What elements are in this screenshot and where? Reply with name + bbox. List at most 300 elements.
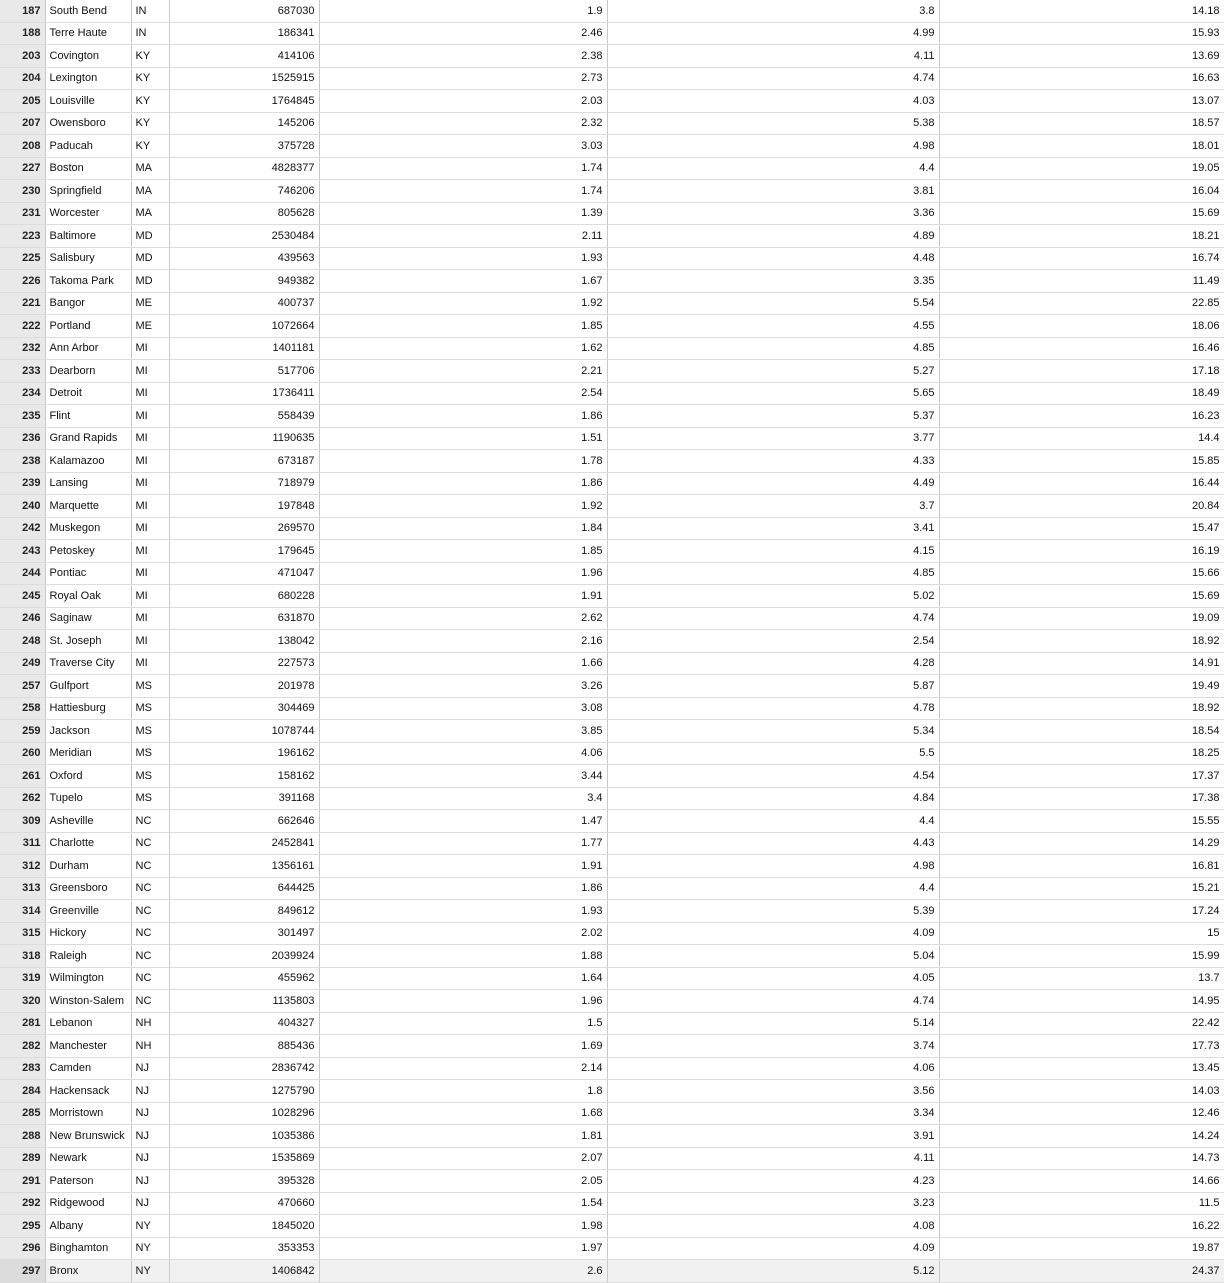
population-cell[interactable]: 718979 bbox=[169, 472, 319, 495]
value-cell-3[interactable]: 19.09 bbox=[939, 607, 1224, 630]
city-cell[interactable]: Morristown bbox=[45, 1102, 131, 1125]
state-cell[interactable]: KY bbox=[131, 135, 169, 158]
value-cell-3[interactable]: 16.74 bbox=[939, 247, 1224, 270]
value-cell-3[interactable]: 18.57 bbox=[939, 112, 1224, 135]
state-cell[interactable]: MD bbox=[131, 247, 169, 270]
state-cell[interactable]: IN bbox=[131, 22, 169, 45]
value-cell-3[interactable]: 18.92 bbox=[939, 630, 1224, 653]
row-number[interactable]: 207 bbox=[0, 112, 45, 135]
state-cell[interactable]: NJ bbox=[131, 1192, 169, 1215]
value-cell-1[interactable]: 1.8 bbox=[319, 1080, 607, 1103]
population-cell[interactable]: 885436 bbox=[169, 1035, 319, 1058]
value-cell-2[interactable]: 4.78 bbox=[607, 697, 939, 720]
value-cell-3[interactable]: 18.06 bbox=[939, 315, 1224, 338]
value-cell-1[interactable]: 1.81 bbox=[319, 1125, 607, 1148]
value-cell-1[interactable]: 1.85 bbox=[319, 540, 607, 563]
row-number[interactable]: 309 bbox=[0, 810, 45, 833]
state-cell[interactable]: MI bbox=[131, 405, 169, 428]
population-cell[interactable]: 4828377 bbox=[169, 157, 319, 180]
state-cell[interactable]: NC bbox=[131, 810, 169, 833]
population-cell[interactable]: 1275790 bbox=[169, 1080, 319, 1103]
city-cell[interactable]: Paterson bbox=[45, 1170, 131, 1193]
state-cell[interactable]: MI bbox=[131, 585, 169, 608]
city-cell[interactable]: Lansing bbox=[45, 472, 131, 495]
population-cell[interactable]: 849612 bbox=[169, 900, 319, 923]
row-number[interactable]: 257 bbox=[0, 675, 45, 698]
value-cell-3[interactable]: 14.29 bbox=[939, 832, 1224, 855]
value-cell-3[interactable]: 14.73 bbox=[939, 1147, 1224, 1170]
population-cell[interactable]: 375728 bbox=[169, 135, 319, 158]
city-cell[interactable]: Muskegon bbox=[45, 517, 131, 540]
city-cell[interactable]: Boston bbox=[45, 157, 131, 180]
value-cell-3[interactable]: 19.87 bbox=[939, 1237, 1224, 1260]
city-cell[interactable]: Ann Arbor bbox=[45, 337, 131, 360]
state-cell[interactable]: MA bbox=[131, 202, 169, 225]
value-cell-3[interactable]: 24.37 bbox=[939, 1260, 1224, 1283]
state-cell[interactable]: MI bbox=[131, 382, 169, 405]
value-cell-3[interactable]: 16.23 bbox=[939, 405, 1224, 428]
value-cell-1[interactable]: 1.86 bbox=[319, 405, 607, 428]
city-cell[interactable]: Binghamton bbox=[45, 1237, 131, 1260]
population-cell[interactable]: 680228 bbox=[169, 585, 319, 608]
value-cell-3[interactable]: 13.45 bbox=[939, 1057, 1224, 1080]
state-cell[interactable]: NY bbox=[131, 1237, 169, 1260]
state-cell[interactable]: NC bbox=[131, 832, 169, 855]
value-cell-3[interactable]: 15.85 bbox=[939, 450, 1224, 473]
state-cell[interactable]: NH bbox=[131, 1035, 169, 1058]
city-cell[interactable]: Springfield bbox=[45, 180, 131, 203]
value-cell-3[interactable]: 18.49 bbox=[939, 382, 1224, 405]
row-number[interactable]: 248 bbox=[0, 630, 45, 653]
row-number[interactable]: 204 bbox=[0, 67, 45, 90]
population-cell[interactable]: 558439 bbox=[169, 405, 319, 428]
value-cell-2[interactable]: 5.37 bbox=[607, 405, 939, 428]
value-cell-1[interactable]: 1.39 bbox=[319, 202, 607, 225]
city-cell[interactable]: Bangor bbox=[45, 292, 131, 315]
value-cell-1[interactable]: 1.5 bbox=[319, 1012, 607, 1035]
population-cell[interactable]: 227573 bbox=[169, 652, 319, 675]
state-cell[interactable]: NY bbox=[131, 1260, 169, 1283]
population-cell[interactable]: 186341 bbox=[169, 22, 319, 45]
state-cell[interactable]: NC bbox=[131, 855, 169, 878]
value-cell-2[interactable]: 3.23 bbox=[607, 1192, 939, 1215]
value-cell-2[interactable]: 4.85 bbox=[607, 337, 939, 360]
state-cell[interactable]: MS bbox=[131, 742, 169, 765]
row-number[interactable]: 236 bbox=[0, 427, 45, 450]
row-number[interactable]: 244 bbox=[0, 562, 45, 585]
population-cell[interactable]: 158162 bbox=[169, 765, 319, 788]
value-cell-1[interactable]: 2.38 bbox=[319, 45, 607, 68]
row-number[interactable]: 187 bbox=[0, 0, 45, 22]
value-cell-3[interactable]: 12.46 bbox=[939, 1102, 1224, 1125]
city-cell[interactable]: Asheville bbox=[45, 810, 131, 833]
value-cell-2[interactable]: 5.65 bbox=[607, 382, 939, 405]
value-cell-1[interactable]: 2.32 bbox=[319, 112, 607, 135]
value-cell-1[interactable]: 1.74 bbox=[319, 157, 607, 180]
city-cell[interactable]: Covington bbox=[45, 45, 131, 68]
row-number[interactable]: 222 bbox=[0, 315, 45, 338]
value-cell-2[interactable]: 4.06 bbox=[607, 1057, 939, 1080]
value-cell-2[interactable]: 5.27 bbox=[607, 360, 939, 383]
state-cell[interactable]: MA bbox=[131, 157, 169, 180]
city-cell[interactable]: Dearborn bbox=[45, 360, 131, 383]
value-cell-3[interactable]: 17.24 bbox=[939, 900, 1224, 923]
city-cell[interactable]: Kalamazoo bbox=[45, 450, 131, 473]
row-number[interactable]: 240 bbox=[0, 495, 45, 518]
state-cell[interactable]: NC bbox=[131, 945, 169, 968]
value-cell-3[interactable]: 17.38 bbox=[939, 787, 1224, 810]
state-cell[interactable]: MI bbox=[131, 562, 169, 585]
value-cell-2[interactable]: 4.4 bbox=[607, 877, 939, 900]
population-cell[interactable]: 301497 bbox=[169, 922, 319, 945]
value-cell-1[interactable]: 3.26 bbox=[319, 675, 607, 698]
population-cell[interactable]: 439563 bbox=[169, 247, 319, 270]
row-number[interactable]: 205 bbox=[0, 90, 45, 113]
city-cell[interactable]: Winston-Salem bbox=[45, 990, 131, 1013]
value-cell-3[interactable]: 15.69 bbox=[939, 585, 1224, 608]
population-cell[interactable]: 631870 bbox=[169, 607, 319, 630]
row-number[interactable]: 234 bbox=[0, 382, 45, 405]
value-cell-1[interactable]: 1.51 bbox=[319, 427, 607, 450]
value-cell-3[interactable]: 16.44 bbox=[939, 472, 1224, 495]
city-cell[interactable]: Ridgewood bbox=[45, 1192, 131, 1215]
value-cell-1[interactable]: 1.91 bbox=[319, 585, 607, 608]
value-cell-2[interactable]: 4.11 bbox=[607, 45, 939, 68]
value-cell-1[interactable]: 3.4 bbox=[319, 787, 607, 810]
value-cell-3[interactable]: 11.5 bbox=[939, 1192, 1224, 1215]
state-cell[interactable]: IN bbox=[131, 0, 169, 22]
population-cell[interactable]: 179645 bbox=[169, 540, 319, 563]
value-cell-2[interactable]: 3.35 bbox=[607, 270, 939, 293]
value-cell-3[interactable]: 17.37 bbox=[939, 765, 1224, 788]
value-cell-2[interactable]: 4.23 bbox=[607, 1170, 939, 1193]
value-cell-2[interactable]: 5.87 bbox=[607, 675, 939, 698]
city-cell[interactable]: Baltimore bbox=[45, 225, 131, 248]
population-cell[interactable]: 404327 bbox=[169, 1012, 319, 1035]
state-cell[interactable]: NH bbox=[131, 1012, 169, 1035]
city-cell[interactable]: Hackensack bbox=[45, 1080, 131, 1103]
row-number[interactable]: 235 bbox=[0, 405, 45, 428]
value-cell-2[interactable]: 5.5 bbox=[607, 742, 939, 765]
value-cell-1[interactable]: 3.85 bbox=[319, 720, 607, 743]
state-cell[interactable]: NJ bbox=[131, 1080, 169, 1103]
value-cell-2[interactable]: 5.02 bbox=[607, 585, 939, 608]
state-cell[interactable]: NC bbox=[131, 990, 169, 1013]
row-number[interactable]: 258 bbox=[0, 697, 45, 720]
value-cell-1[interactable]: 3.44 bbox=[319, 765, 607, 788]
state-cell[interactable]: NC bbox=[131, 967, 169, 990]
state-cell[interactable]: NY bbox=[131, 1215, 169, 1238]
population-cell[interactable]: 673187 bbox=[169, 450, 319, 473]
value-cell-2[interactable]: 5.12 bbox=[607, 1260, 939, 1283]
row-number[interactable]: 233 bbox=[0, 360, 45, 383]
value-cell-1[interactable]: 1.92 bbox=[319, 495, 607, 518]
value-cell-3[interactable]: 17.73 bbox=[939, 1035, 1224, 1058]
city-cell[interactable]: Grand Rapids bbox=[45, 427, 131, 450]
value-cell-1[interactable]: 1.66 bbox=[319, 652, 607, 675]
value-cell-1[interactable]: 1.86 bbox=[319, 472, 607, 495]
population-cell[interactable]: 517706 bbox=[169, 360, 319, 383]
value-cell-2[interactable]: 4.55 bbox=[607, 315, 939, 338]
row-number[interactable]: 297 bbox=[0, 1260, 45, 1283]
value-cell-2[interactable]: 4.74 bbox=[607, 990, 939, 1013]
value-cell-1[interactable]: 1.86 bbox=[319, 877, 607, 900]
city-cell[interactable]: Camden bbox=[45, 1057, 131, 1080]
value-cell-1[interactable]: 2.21 bbox=[319, 360, 607, 383]
city-cell[interactable]: Jackson bbox=[45, 720, 131, 743]
row-number[interactable]: 242 bbox=[0, 517, 45, 540]
value-cell-2[interactable]: 4.49 bbox=[607, 472, 939, 495]
row-number[interactable]: 318 bbox=[0, 945, 45, 968]
value-cell-1[interactable]: 2.07 bbox=[319, 1147, 607, 1170]
value-cell-1[interactable]: 2.16 bbox=[319, 630, 607, 653]
value-cell-3[interactable]: 18.92 bbox=[939, 697, 1224, 720]
city-cell[interactable]: Traverse City bbox=[45, 652, 131, 675]
city-cell[interactable]: Greenville bbox=[45, 900, 131, 923]
city-cell[interactable]: Wilmington bbox=[45, 967, 131, 990]
value-cell-1[interactable]: 1.74 bbox=[319, 180, 607, 203]
value-cell-1[interactable]: 1.91 bbox=[319, 855, 607, 878]
value-cell-1[interactable]: 4.06 bbox=[319, 742, 607, 765]
value-cell-3[interactable]: 15.99 bbox=[939, 945, 1224, 968]
value-cell-1[interactable]: 2.6 bbox=[319, 1260, 607, 1283]
row-number[interactable]: 249 bbox=[0, 652, 45, 675]
state-cell[interactable]: NC bbox=[131, 900, 169, 923]
population-cell[interactable]: 471047 bbox=[169, 562, 319, 585]
population-cell[interactable]: 1356161 bbox=[169, 855, 319, 878]
value-cell-2[interactable]: 3.74 bbox=[607, 1035, 939, 1058]
value-cell-1[interactable]: 1.68 bbox=[319, 1102, 607, 1125]
value-cell-2[interactable]: 4.43 bbox=[607, 832, 939, 855]
city-cell[interactable]: Meridian bbox=[45, 742, 131, 765]
row-number[interactable]: 295 bbox=[0, 1215, 45, 1238]
value-cell-3[interactable]: 15.66 bbox=[939, 562, 1224, 585]
value-cell-2[interactable]: 3.56 bbox=[607, 1080, 939, 1103]
row-number[interactable]: 282 bbox=[0, 1035, 45, 1058]
city-cell[interactable]: Marquette bbox=[45, 495, 131, 518]
value-cell-1[interactable]: 1.9 bbox=[319, 0, 607, 22]
population-cell[interactable]: 353353 bbox=[169, 1237, 319, 1260]
value-cell-3[interactable]: 15.47 bbox=[939, 517, 1224, 540]
value-cell-3[interactable]: 16.81 bbox=[939, 855, 1224, 878]
population-cell[interactable]: 1764845 bbox=[169, 90, 319, 113]
value-cell-3[interactable]: 18.21 bbox=[939, 225, 1224, 248]
population-cell[interactable]: 1736411 bbox=[169, 382, 319, 405]
row-number[interactable]: 243 bbox=[0, 540, 45, 563]
value-cell-1[interactable]: 2.54 bbox=[319, 382, 607, 405]
state-cell[interactable]: NC bbox=[131, 922, 169, 945]
city-cell[interactable]: Greensboro bbox=[45, 877, 131, 900]
value-cell-2[interactable]: 3.34 bbox=[607, 1102, 939, 1125]
state-cell[interactable]: KY bbox=[131, 45, 169, 68]
value-cell-3[interactable]: 18.54 bbox=[939, 720, 1224, 743]
row-number[interactable]: 311 bbox=[0, 832, 45, 855]
city-cell[interactable]: Gulfport bbox=[45, 675, 131, 698]
city-cell[interactable]: Royal Oak bbox=[45, 585, 131, 608]
value-cell-3[interactable]: 13.07 bbox=[939, 90, 1224, 113]
value-cell-3[interactable]: 15.21 bbox=[939, 877, 1224, 900]
row-number[interactable]: 239 bbox=[0, 472, 45, 495]
population-cell[interactable]: 1028296 bbox=[169, 1102, 319, 1125]
state-cell[interactable]: MI bbox=[131, 427, 169, 450]
population-cell[interactable]: 1078744 bbox=[169, 720, 319, 743]
row-number[interactable]: 227 bbox=[0, 157, 45, 180]
row-number[interactable]: 291 bbox=[0, 1170, 45, 1193]
value-cell-1[interactable]: 1.67 bbox=[319, 270, 607, 293]
value-cell-1[interactable]: 1.88 bbox=[319, 945, 607, 968]
state-cell[interactable]: MI bbox=[131, 652, 169, 675]
value-cell-1[interactable]: 2.05 bbox=[319, 1170, 607, 1193]
value-cell-2[interactable]: 5.14 bbox=[607, 1012, 939, 1035]
city-cell[interactable]: Louisville bbox=[45, 90, 131, 113]
value-cell-2[interactable]: 4.4 bbox=[607, 157, 939, 180]
state-cell[interactable]: MI bbox=[131, 337, 169, 360]
population-cell[interactable]: 1535869 bbox=[169, 1147, 319, 1170]
value-cell-1[interactable]: 1.93 bbox=[319, 900, 607, 923]
city-cell[interactable]: Tupelo bbox=[45, 787, 131, 810]
state-cell[interactable]: MI bbox=[131, 517, 169, 540]
city-cell[interactable]: Salisbury bbox=[45, 247, 131, 270]
population-cell[interactable]: 455962 bbox=[169, 967, 319, 990]
value-cell-3[interactable]: 15 bbox=[939, 922, 1224, 945]
value-cell-2[interactable]: 4.98 bbox=[607, 135, 939, 158]
city-cell[interactable]: Detroit bbox=[45, 382, 131, 405]
row-number[interactable]: 319 bbox=[0, 967, 45, 990]
value-cell-2[interactable]: 4.09 bbox=[607, 922, 939, 945]
value-cell-2[interactable]: 2.54 bbox=[607, 630, 939, 653]
population-cell[interactable]: 746206 bbox=[169, 180, 319, 203]
state-cell[interactable]: NJ bbox=[131, 1170, 169, 1193]
value-cell-3[interactable]: 17.18 bbox=[939, 360, 1224, 383]
value-cell-2[interactable]: 4.03 bbox=[607, 90, 939, 113]
city-cell[interactable]: Petoskey bbox=[45, 540, 131, 563]
row-number[interactable]: 221 bbox=[0, 292, 45, 315]
city-cell[interactable]: Terre Haute bbox=[45, 22, 131, 45]
row-number[interactable]: 259 bbox=[0, 720, 45, 743]
value-cell-3[interactable]: 14.95 bbox=[939, 990, 1224, 1013]
value-cell-2[interactable]: 3.77 bbox=[607, 427, 939, 450]
population-cell[interactable]: 1135803 bbox=[169, 990, 319, 1013]
state-cell[interactable]: MD bbox=[131, 270, 169, 293]
value-cell-3[interactable]: 22.42 bbox=[939, 1012, 1224, 1035]
value-cell-1[interactable]: 1.47 bbox=[319, 810, 607, 833]
value-cell-2[interactable]: 5.54 bbox=[607, 292, 939, 315]
value-cell-3[interactable]: 14.18 bbox=[939, 0, 1224, 22]
row-number[interactable]: 281 bbox=[0, 1012, 45, 1035]
value-cell-2[interactable]: 4.84 bbox=[607, 787, 939, 810]
value-cell-3[interactable]: 16.46 bbox=[939, 337, 1224, 360]
value-cell-2[interactable]: 4.85 bbox=[607, 562, 939, 585]
value-cell-3[interactable]: 16.22 bbox=[939, 1215, 1224, 1238]
city-cell[interactable]: Raleigh bbox=[45, 945, 131, 968]
city-cell[interactable]: Durham bbox=[45, 855, 131, 878]
city-cell[interactable]: Bronx bbox=[45, 1260, 131, 1283]
value-cell-1[interactable]: 2.73 bbox=[319, 67, 607, 90]
state-cell[interactable]: KY bbox=[131, 67, 169, 90]
population-cell[interactable]: 391168 bbox=[169, 787, 319, 810]
row-number[interactable]: 238 bbox=[0, 450, 45, 473]
value-cell-2[interactable]: 3.36 bbox=[607, 202, 939, 225]
value-cell-3[interactable]: 16.04 bbox=[939, 180, 1224, 203]
value-cell-1[interactable]: 1.92 bbox=[319, 292, 607, 315]
value-cell-1[interactable]: 1.97 bbox=[319, 1237, 607, 1260]
row-number[interactable]: 188 bbox=[0, 22, 45, 45]
row-number[interactable]: 313 bbox=[0, 877, 45, 900]
value-cell-2[interactable]: 5.39 bbox=[607, 900, 939, 923]
state-cell[interactable]: ME bbox=[131, 315, 169, 338]
city-cell[interactable]: Paducah bbox=[45, 135, 131, 158]
value-cell-3[interactable]: 18.01 bbox=[939, 135, 1224, 158]
city-cell[interactable]: Portland bbox=[45, 315, 131, 338]
city-cell[interactable]: New Brunswick bbox=[45, 1125, 131, 1148]
row-number[interactable]: 226 bbox=[0, 270, 45, 293]
population-cell[interactable]: 414106 bbox=[169, 45, 319, 68]
value-cell-1[interactable]: 1.54 bbox=[319, 1192, 607, 1215]
population-cell[interactable]: 1035386 bbox=[169, 1125, 319, 1148]
population-cell[interactable]: 145206 bbox=[169, 112, 319, 135]
population-cell[interactable]: 2836742 bbox=[169, 1057, 319, 1080]
population-cell[interactable]: 2530484 bbox=[169, 225, 319, 248]
value-cell-3[interactable]: 15.69 bbox=[939, 202, 1224, 225]
state-cell[interactable]: MS bbox=[131, 675, 169, 698]
value-cell-3[interactable]: 11.49 bbox=[939, 270, 1224, 293]
value-cell-2[interactable]: 4.05 bbox=[607, 967, 939, 990]
row-number[interactable]: 292 bbox=[0, 1192, 45, 1215]
value-cell-3[interactable]: 14.24 bbox=[939, 1125, 1224, 1148]
value-cell-2[interactable]: 4.74 bbox=[607, 67, 939, 90]
city-cell[interactable]: Worcester bbox=[45, 202, 131, 225]
city-cell[interactable]: Lexington bbox=[45, 67, 131, 90]
population-cell[interactable]: 644425 bbox=[169, 877, 319, 900]
value-cell-2[interactable]: 4.48 bbox=[607, 247, 939, 270]
city-cell[interactable]: Newark bbox=[45, 1147, 131, 1170]
population-cell[interactable]: 400737 bbox=[169, 292, 319, 315]
city-cell[interactable]: Takoma Park bbox=[45, 270, 131, 293]
row-number[interactable]: 208 bbox=[0, 135, 45, 158]
city-cell[interactable]: Lebanon bbox=[45, 1012, 131, 1035]
population-cell[interactable]: 304469 bbox=[169, 697, 319, 720]
population-cell[interactable]: 805628 bbox=[169, 202, 319, 225]
population-cell[interactable]: 395328 bbox=[169, 1170, 319, 1193]
population-cell[interactable]: 1190635 bbox=[169, 427, 319, 450]
population-cell[interactable]: 470660 bbox=[169, 1192, 319, 1215]
value-cell-3[interactable]: 22.85 bbox=[939, 292, 1224, 315]
value-cell-3[interactable]: 19.49 bbox=[939, 675, 1224, 698]
city-cell[interactable]: Owensboro bbox=[45, 112, 131, 135]
state-cell[interactable]: MD bbox=[131, 225, 169, 248]
state-cell[interactable]: MI bbox=[131, 495, 169, 518]
value-cell-2[interactable]: 4.98 bbox=[607, 855, 939, 878]
value-cell-2[interactable]: 5.04 bbox=[607, 945, 939, 968]
state-cell[interactable]: NJ bbox=[131, 1102, 169, 1125]
population-cell[interactable]: 2039924 bbox=[169, 945, 319, 968]
state-cell[interactable]: NJ bbox=[131, 1125, 169, 1148]
value-cell-1[interactable]: 1.64 bbox=[319, 967, 607, 990]
state-cell[interactable]: MS bbox=[131, 787, 169, 810]
state-cell[interactable]: MI bbox=[131, 607, 169, 630]
city-cell[interactable]: Albany bbox=[45, 1215, 131, 1238]
row-number[interactable]: 246 bbox=[0, 607, 45, 630]
state-cell[interactable]: KY bbox=[131, 112, 169, 135]
value-cell-2[interactable]: 4.99 bbox=[607, 22, 939, 45]
value-cell-1[interactable]: 2.03 bbox=[319, 90, 607, 113]
state-cell[interactable]: NJ bbox=[131, 1147, 169, 1170]
value-cell-3[interactable]: 16.63 bbox=[939, 67, 1224, 90]
value-cell-1[interactable]: 2.14 bbox=[319, 1057, 607, 1080]
row-number[interactable]: 289 bbox=[0, 1147, 45, 1170]
row-number[interactable]: 232 bbox=[0, 337, 45, 360]
value-cell-2[interactable]: 4.15 bbox=[607, 540, 939, 563]
